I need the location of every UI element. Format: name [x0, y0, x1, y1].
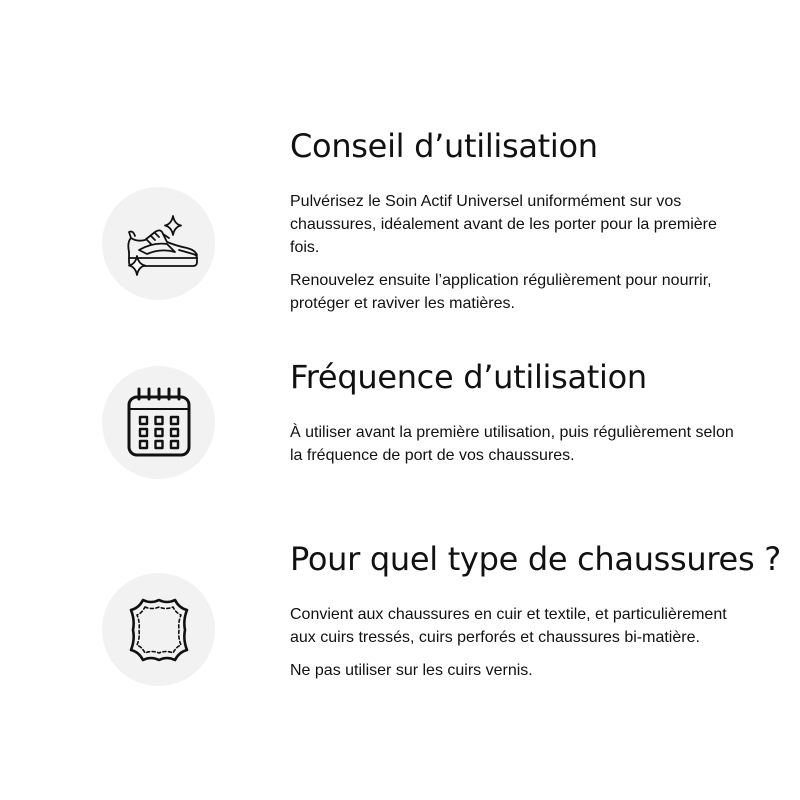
shoe-type-paragraph: Ne pas utiliser sur les cuirs vernis. — [290, 662, 533, 679]
usage-frequency-paragraph: À utiliser avant la première utilisation, puis régulièrement selon la fréquence de port de vos chaussures. — [290, 424, 734, 464]
calendar-icon-badge — [102, 366, 215, 479]
leather-icon-badge — [102, 573, 215, 686]
sneaker-icon-badge — [102, 187, 215, 300]
shoe-type-title: Pour quel type de chaussures ? — [290, 540, 781, 578]
calendar-icon — [126, 387, 192, 459]
usage-advice-paragraph: Pulvérisez le Soin Actif Universel uniformément sur vos chaussures, idéalement avant de les porter pour la première fois. — [290, 193, 717, 256]
shoe-type-paragraph: Convient aux chaussures en cuir et textile, et particulièrement aux cuirs tressés, cuirs perforés et chaussures bi-matière. — [290, 606, 727, 646]
usage-advice-title: Conseil d’utilisation — [290, 127, 598, 165]
usage-frequency-title: Fréquence d’utilisation — [290, 358, 647, 396]
sneaker-sparkle-icon — [117, 212, 201, 276]
leather-hide-icon — [127, 594, 191, 666]
usage-advice-paragraph: Renouvelez ensuite l’application régulièrement pour nourrir, protéger et raviver les matières. — [290, 272, 712, 312]
